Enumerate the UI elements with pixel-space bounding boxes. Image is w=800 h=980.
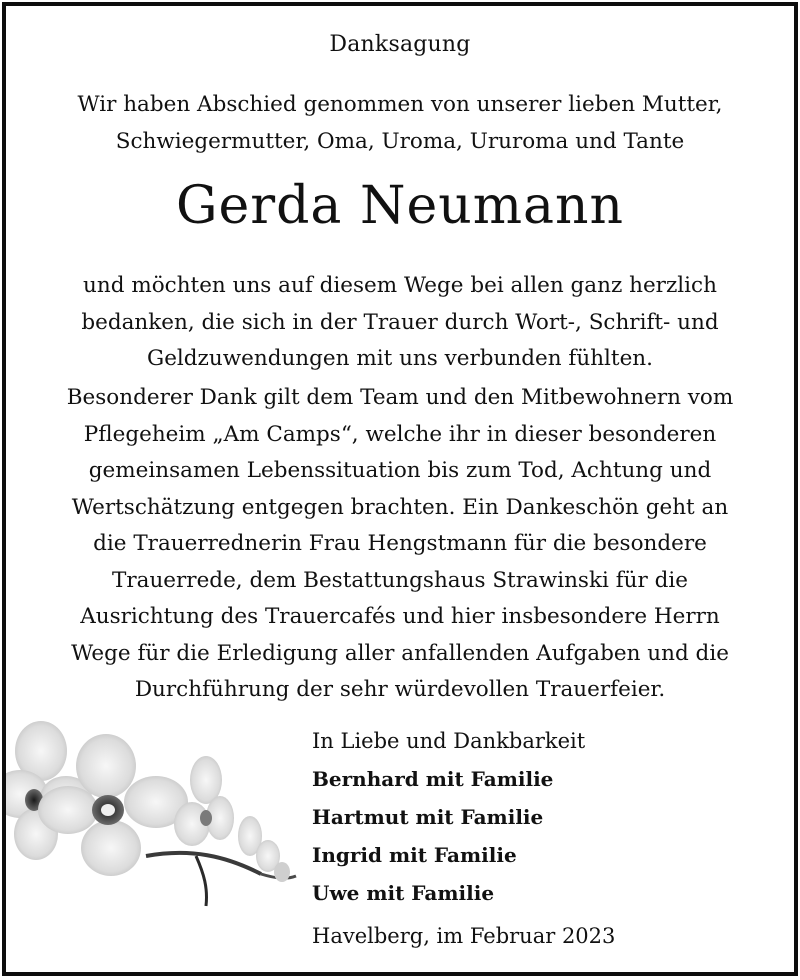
obituary-notice: [2, 2, 798, 976]
paragraph-line: Pflegeheim „Am Camps“, welche ihr in dieser besonderen: [83, 421, 717, 447]
intro-line: Wir haben Abschied genommen von unserer lieben Mutter,: [77, 92, 723, 117]
paragraph-line: Wege für die Erledigung aller anfallenden Aufgaben und die: [71, 640, 729, 666]
paragraph-line: bedanken, die sich in der Trauer durch Wort-, Schrift- und: [81, 309, 719, 335]
paragraph-line: die Trauerrednerin Frau Hengstmann für die besondere: [93, 531, 707, 556]
deceased-name: Gerda Neumann: [175, 176, 625, 236]
paragraph-line: und möchten uns auf diesem Wege bei allen ganz herzlich: [83, 273, 717, 298]
paragraph-line: Durchführung der sehr würdevollen Trauerfeier.: [134, 677, 666, 702]
signatory: Uwe mit Familie: [312, 881, 495, 905]
signatory: Bernhard mit Familie: [312, 767, 554, 791]
special-thanks-paragraph: [6, 380, 794, 709]
paragraph-line: Trauerrede, dem Bestattungshaus Strawinski für die: [112, 567, 688, 593]
orchid-branch-icon: [6, 706, 306, 916]
signoff-block: [312, 722, 585, 912]
intro-text: [6, 86, 794, 160]
paragraph-line: Geldzuwendungen mit uns verbunden fühlten.: [147, 346, 653, 371]
place-date: Havelberg, im Februar 2023: [312, 924, 616, 948]
signatory: Ingrid mit Familie: [312, 843, 517, 867]
paragraph-line: gemeinsamen Lebenssituation bis zum Tod, Achtung und: [88, 458, 712, 483]
orchid-bud: [238, 816, 290, 882]
paragraph-line: Besonderer Dank gilt dem Team und den Mitbewohnern vom: [66, 385, 734, 410]
signatory: Hartmut mit Familie: [312, 805, 544, 829]
notice-heading: Danksagung: [329, 32, 471, 57]
paragraph-line: Wertschätzung entgegen brachten. Ein Dankeschön geht an: [71, 494, 729, 520]
closing-line: In Liebe und Dankbarkeit: [312, 729, 586, 753]
intro-line: Schwiegermutter, Oma, Uroma, Ururoma und Tante: [115, 129, 685, 154]
paragraph-line: Ausrichtung des Trauercafés und hier insbesondere Herrn: [80, 604, 720, 629]
thanks-paragraph: [6, 268, 794, 378]
